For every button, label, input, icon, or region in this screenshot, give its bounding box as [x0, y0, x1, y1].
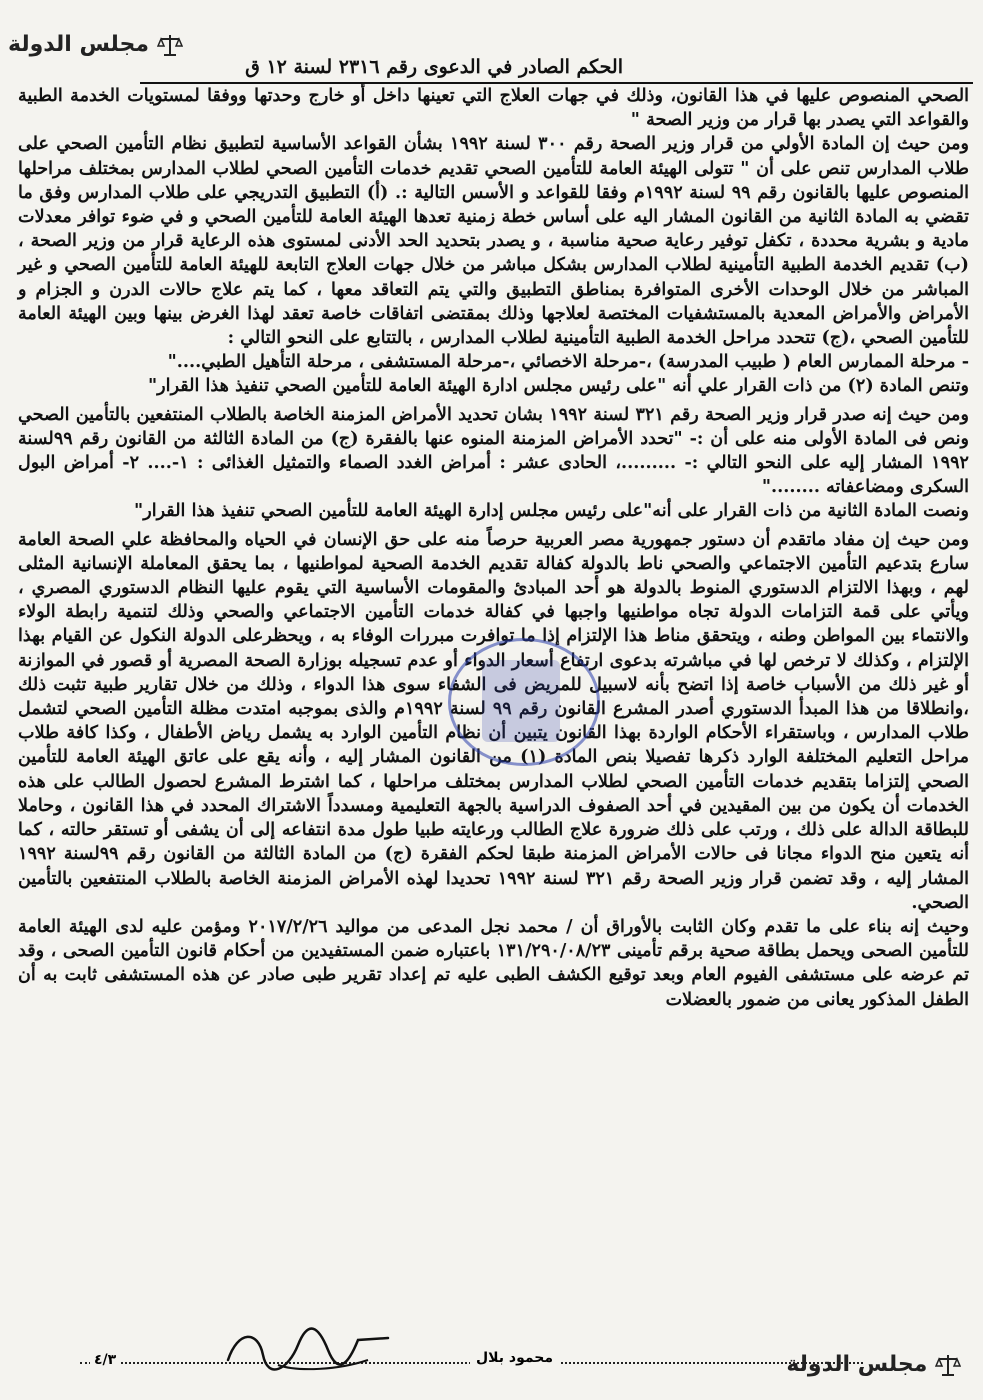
document-header: الحكم الصادر في الدعوى رقم ٢٣١٦ لسنة ١٢ ق — [245, 56, 623, 78]
logo-text: مجلس الدولة — [786, 1352, 928, 1377]
paragraph: - مرحلة الممارس العام ( طبيب المدرسة) ،-مرحلة الاخصائي ،-مرحلة المستشفى ، مرحلة التأهيل الطبي...." — [167, 351, 969, 373]
paragraph: الصحي المنصوص عليها في هذا القانون، وذلك في جهات العلاج التي تعينها داخل أو خارج وحدتها ووفقا لمستويات الخدمة الطبية والقواعد التي يصدر بها قرار من وزير الصحة " — [18, 85, 969, 131]
handwritten-signature — [218, 1320, 398, 1376]
paragraph: ونصت المادة الثانية من ذات القرار على أنه"على رئيس مجلس إدارة الهيئة العامة للتأمين الصحي تنفيذ هذا القرار" — [134, 500, 969, 522]
paragraph: ومن حيث إن المادة الأولي من قرار وزير الصحة رقم ٣٠٠ لسنة ١٩٩٢ بشأن القواعد الأساسية لتطبيق نظام التأمين الصحي على طلاب المدارس تنص على أن " تتولى الهيئة العامة للتأمين الصحي تقديم خدمات التأمين الصحي لطلاب المدارس بمختلف مراحلها المنصوص عليها بالقانون رقم ٩٩ لسنة ١٩٩٢م وفقا للقواعد و الأسس التالية :. (أ) التطبيق التدريجي على طلاب المدارس وفق ما تقضي به المادة الثانية من القانون المشار اليه على أساس خطة زمنية تعدها الهيئة العامة للتأمين الصحي و في ضوء توافر معدلات مادية و بشرية محددة ، تكفل توفير رعاية صحية مناسبة ، و يصدر بتحديد الحد الأدنى لمستوى هذه الرعاية قرار من وزير الصحة ، (ب) تقديم الخدمة الطبية التأمينية لطلاب المدارس بشكل مباشر من خلال جهات العلاج التابعة للهيئة العامة للتأمين الصحي و غير المباشر من خلال الوحدات الأخرى المتوافرة بمناطق التطبيق والتي يتم التعاقد معها ، كما يتم علاج حالات الدرن و الجزام و الأمراض والأمراض المعدية بالمستشفيات المختصة لعلاجها وذلك بمقتضى اتفاقات خاصة تعقد لهذا الغرض بينها وبين الهيئة العامة للتأمين الصحي ،(ج) تتحدد مراحل الخدمة الطبية التأمينية لطلاب المدارس ، بالتتابع على النحو التالي : — [18, 133, 969, 349]
scales-icon — [935, 1352, 961, 1378]
council-logo-bottom — [786, 1352, 961, 1378]
seal-emblem — [482, 660, 560, 742]
paragraph: وتنص المادة (٢) من ذات القرار علي أنه "على رئيس مجلس ادارة الهيئة العامة للتأمين الصحي تنفيذ هذا القرار" — [148, 375, 969, 397]
signer-name: محمود بلال — [470, 1350, 559, 1366]
paragraph: وحيث إنه بناء على ما تقدم وكان الثابت بالأوراق أن / محمد نجل المدعى من مواليد ٢٠١٧/٢/٢٦ ومؤمن عليه لدى الهيئة العامة للتأمين الصحى ويحمل بطاقة صحية برقم تأمينى ١٣١/٢٩٠/٠٨/٢٣ باعتباره ضمن المستفيدين من أحكام قانون التأمين الصحى ، وقد تم عرضه على مستشفى الفيوم العام وبعد توقيع الكشف الطبى عليه تم إعداد تقرير طبى صادر عن هذه المستشفى ثابت به أن الطفل المذكور يعانى من ضمور بالعضلات — [18, 915, 970, 1010]
logo-text: مجلس الدولة — [8, 32, 150, 57]
scales-icon — [157, 32, 183, 58]
paragraph: ومن حيث إنه صدر قرار وزير الصحة رقم ٣٢١ لسنة ١٩٩٢ بشان تحديد الأمراض المزمنة الخاصة بالطلاب المنتفعين بالتأمين الصحي ونص فى المادة الأولى منه على أن :- "تحدد الأمراض المزمنة المنوه عنها بالفقرة (ج) من المادة الثالثة من القانون رقم ٩٩لسنة ١٩٩٢ المشار إليه على النحو التالي :- .........، الحادى عشر : أمراض الغدد الصماء والتمثيل الغذائى : ١-.... ٢- أمراض البول السكرى ومضاعفاته ........" — [18, 403, 969, 498]
council-logo-top — [8, 32, 183, 58]
page-number: ٤/٣ — [90, 1352, 120, 1368]
paragraph: ومن حيث إن مفاد ماتقدم أن دستور جمهورية مصر العربية حرصاً منه على حق الإنسان في الحياه والمحافظة علي الصحة العامة سارع بتدعيم التأمين الاجتماعي والصحي ناط بالدولة كفالة تقديم الخدمة الصحية لمواطنيها ، بما يحقق المعاملة الإنسانية المثلى لهم ، وبهذا الالتزام الدستوري المنوط بالدولة هو أحد المبادئ والمقومات الأساسية التي يقوم عليها النظام الدستوري المصري ، ويأتي على قمة التزامات الدولة تجاه مواطنيها واجبها في كفالة خدمات التأمين الاجتماعي والصحي وذلك لتنمية رابطة الولاء والانتماء بين المواطن وطنه ، ويتحقق مناط هذا الإلتزام إذا ما توافرت مبررات الوفاء به ، ويحظرعلى الدولة النكول عن القيام بهذا الإلتزام ، وكذلك لا ترخص لها في مباشرته بدعوى ارتفاع أسعار الدواء أو عدم تسجيله بوزارة الصحة المصرية أو قصور في الموازنة أو غير ذلك من الأسباب خاصة إذا اتضح بأنه لاسبيل للمريض فى الشفاء سوى هذا الدواء ، وذلك من خلال تقارير طبية تثبت ذلك ،وانطلاقا من هذا المبدأ الدستوري أصدر المشرع القانون رقم ٩٩ لسنة ١٩٩٢م والذى بموجبه امتدت مظلة التأمين الصحي لتشمل طلاب المدارس ، وباستقراء الأحكام الواردة بهذا القانون يتبين أن نظام التأمين الوارد به يشمل رياض الأطفال ، وكذا كافة طلاب مراحل التعليم المختلفة الوارد ذكرها تفصيلا بنص المادة (١) من القانون المشار إليه ، وأنه يقع على عاتق الهيئة العامة للتأمين الصحي إلتزاما بتقديم خدمات التأمين الصحي لطلاب المدارس بمختلف مراحلها ، كما اشترط المشرع لحصول الطالب على هذه الخدمات أن يكون من بين المقيدين في أحد الصفوف الدراسية بالجهة التعليمية ومسدداً الاشتراك المحدد في هذا القانون ، وحاملا للبطاقة الدالة على ذلك ، ورتب على ذلك ضرورة علاج الطالب ورعايته طبيا طول مدة انتفاعه إلى أن يشفى أو تستقر حالته ، كما أنه يتعين منح الدواء مجانا فى حالات الأمراض المزمنة طبقا لحكم الفقرة (ج) من المادة الثالثة من القانون رقم ٩٩لسنة ١٩٩٢ المشار إليه ، وقد تضمن قرار وزير الصحة رقم ٣٢١ لسنة ١٩٩٢ تحديدا لهذه الأمراض المزمنة الخاصة بالطلاب المنتفعين بالتأمين الصحي. — [18, 528, 969, 913]
